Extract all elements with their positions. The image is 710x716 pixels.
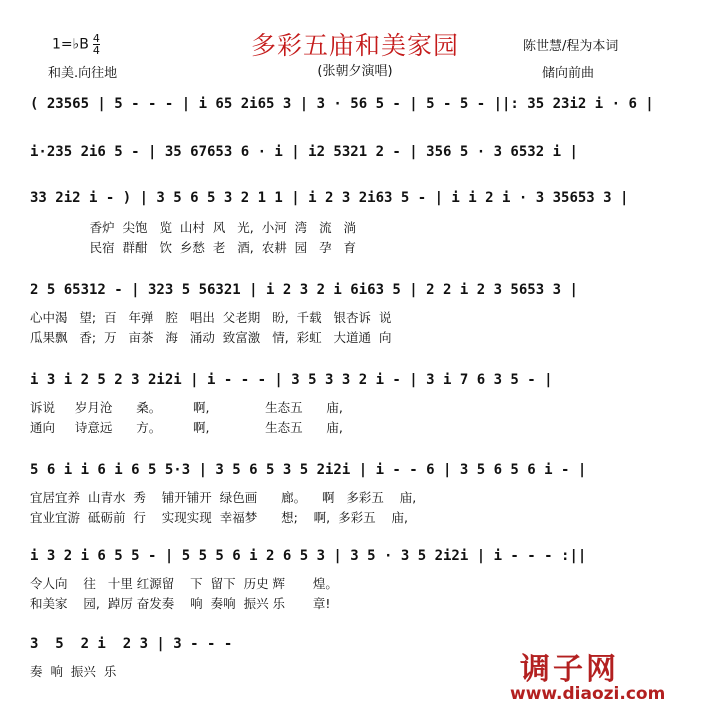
notation-row-5: i 3 i 2 5 2 3 2i2i | i - - - | 3 5 3 3 2 i - | 3 i 7 6 3 5 - | (30, 372, 553, 388)
singer-credit: (张朝夕演唱) (317, 64, 393, 79)
notation-row-7: i 3 2 i 6 5 5 - | 5 5 5 6 i 2 6 5 3 | 3 5 · 3 5 2i2i | i - - - :|| (30, 548, 587, 564)
notation-row-2: i·235 2i6 5 - | 35 67653 6 · i | i2 5321 2 - | 356 5 · 3 6532 i | (30, 144, 578, 160)
lyric-row-4-verse-2: 瓜果飘 香; 万 亩茶 海 涌动 致富激 情, 彩虹 大道通 向 (30, 330, 392, 345)
lyric-row-5-verse-2: 通向 诗意远 方。 啊, 生态五 庙, (30, 420, 343, 435)
lyric-row-6-verse-2: 宜业宜游 砥砺前 行 实现实现 幸福梦 想; 啊, 多彩五 庙, (30, 510, 408, 525)
lyric-row-3-verse-2: 民宿 群酣 饮 乡愁 老 酒, 农耕 园 孕 育 (30, 240, 356, 255)
lyric-row-7-verse-2: 和美家 园, 踔厉 奋发奏 响 奏响 振兴 乐 章! (30, 596, 331, 611)
time-signature: $\frac{4}{4}$ (92, 32, 100, 57)
mood-marking: 和美.向往地 (48, 66, 118, 81)
lyric-row-7-verse-1: 令人向 往 十里 红源留 下 留下 历史 辉 煌。 (30, 576, 338, 591)
notation-row-3: 33 2i2 i - ) | 3 5 6 5 3 2 1 1 | i 2 3 2i63 5 - | i i 2 i · 3 35653 3 | (30, 190, 629, 206)
key-signature: 1=♭B $\frac{4}{4}$ (52, 32, 100, 57)
lyricist-credit: 陈世慧/程为本词 (523, 39, 619, 54)
notation-row-8: 3 5 2 i 2 3 | 3 - - - (30, 636, 233, 652)
notation-row-4: 2 5 65312 - | 323 5 56321 | i 2 3 2 i 6i63 5 | 2 2 i 2 3 5653 3 | (30, 282, 578, 298)
lyric-row-5-verse-1: 诉说 岁月沧 桑。 啊, 生态五 庙, (30, 400, 343, 415)
notation-row-1: ( 23565 | 5 - - - | i 65 2i65 3 | 3 · 56 5 - | 5 - 5 - ||: 35 23i2 i · 6 | (30, 96, 654, 112)
watermark-url: www.diaozi.com (510, 684, 666, 704)
lyric-row-6-verse-1: 宜居宜养 山青水 秀 铺开铺开 绿色画 廊。 啊 多彩五 庙, (30, 490, 417, 505)
song-title: 多彩五庙和美家园 (250, 31, 459, 60)
notation-row-6: 5 6 i i 6 i 6 5 5·3 | 3 5 6 5 3 5 2i2i | i - - 6 | 3 5 6 5 6 i - | (30, 462, 587, 478)
lyric-row-8: 奏 响 振兴 乐 (30, 664, 117, 679)
lyric-row-3-verse-1: 香炉 尖饱 览 山村 风 光, 小河 湾 流 淌 (30, 220, 356, 235)
watermark-brand: 调子网 (520, 652, 619, 687)
lyric-row-4-verse-1: 心中渴 望; 百 年弹 腔 唱出 父老期 盼, 千载 银杏诉 说 (30, 310, 392, 325)
composer-credit: 储向前曲 (542, 66, 595, 81)
